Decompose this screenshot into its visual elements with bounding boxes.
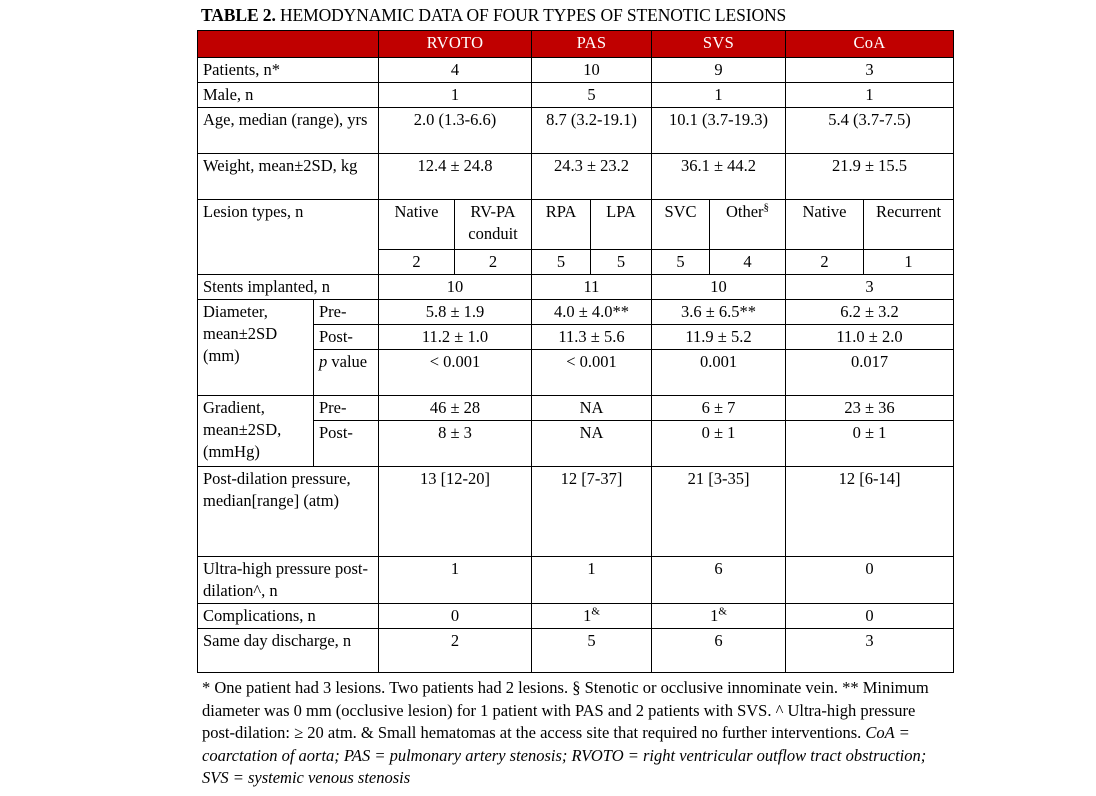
cell-diameter-post-svs: 11.9 ± 5.2 bbox=[652, 325, 786, 350]
cell-stents-pas: 11 bbox=[532, 275, 652, 300]
cell-lesion-svc: 5 bbox=[652, 250, 710, 275]
cell-stents-svs: 10 bbox=[652, 275, 786, 300]
pvalue-word: value bbox=[327, 352, 368, 371]
row-label-gradient: Gradient, mean±2SD, (mmHg) bbox=[198, 396, 314, 467]
cell-sameday-pas: 5 bbox=[532, 629, 652, 673]
cell-pdp-coa: 12 [6-14] bbox=[786, 467, 954, 557]
cell-gradient-pre-pas: NA bbox=[532, 396, 652, 421]
table-footnotes bbox=[197, 673, 952, 790]
row-label-lesion-types: Lesion types, n bbox=[198, 200, 379, 275]
cell-diameter-post-rvoto: 11.2 ± 1.0 bbox=[379, 325, 532, 350]
cell-sameday-rvoto: 2 bbox=[379, 629, 532, 673]
cell-gradient-pre-coa: 23 ± 36 bbox=[786, 396, 954, 421]
cell-lesion-lpa: 5 bbox=[591, 250, 652, 275]
table-row bbox=[198, 557, 954, 604]
cell-gradient-pre-rvoto: 46 ± 28 bbox=[379, 396, 532, 421]
subheader-lesion-native-coa: Native bbox=[786, 200, 864, 250]
subheader-lesion-svc: SVC bbox=[652, 200, 710, 250]
footnote-marker-amp: & bbox=[718, 605, 727, 618]
cell-diameter-pre-svs: 3.6 ± 6.5** bbox=[652, 300, 786, 325]
table-row bbox=[198, 467, 954, 557]
row-label-same-day-discharge: Same day discharge, n bbox=[198, 629, 379, 673]
header-corner-cell bbox=[198, 31, 379, 58]
subheader-lesion-other bbox=[710, 200, 786, 250]
cell-male-svs: 1 bbox=[652, 83, 786, 108]
table-row bbox=[198, 58, 954, 83]
cell-diameter-post-coa: 11.0 ± 2.0 bbox=[786, 325, 954, 350]
cell-diameter-pvalue-svs: 0.001 bbox=[652, 350, 786, 396]
footnote-main-text: * One patient had 3 lesions. Two patients had 2 lesions. § Stenotic or occlusive innominate vein. ** Minimum diameter was 0 mm (occlusive lesion) for 1 patient with PAS and 2 patients with SVS. ^ Ultra-high pressure post-dilation: ≥ 20 atm. & Small hematomas at the access site that required no further interventions. bbox=[202, 678, 929, 742]
cell-diameter-pvalue-pas: < 0.001 bbox=[532, 350, 652, 396]
cell-complications-rvoto bbox=[379, 604, 532, 629]
cell-gradient-post-rvoto: 8 ± 3 bbox=[379, 421, 532, 467]
table-header-row bbox=[198, 31, 954, 58]
row-label-complications: Complications, n bbox=[198, 604, 379, 629]
row-label-weight: Weight, mean±2SD, kg bbox=[198, 154, 379, 200]
sublabel-gradient-post: Post- bbox=[314, 421, 379, 467]
cell-patients-coa: 3 bbox=[786, 58, 954, 83]
cell-lesion-native-rvoto: 2 bbox=[379, 250, 455, 275]
sublabel-diameter-pvalue bbox=[314, 350, 379, 396]
cell-sameday-coa: 3 bbox=[786, 629, 954, 673]
cell-ultrahigh-rvoto: 1 bbox=[379, 557, 532, 604]
cell-diameter-pvalue-coa: 0.017 bbox=[786, 350, 954, 396]
footnote-marker-section: § bbox=[763, 201, 770, 214]
cell-complications-rvoto-value: 0 bbox=[450, 606, 460, 625]
cell-age-coa: 5.4 (3.7-7.5) bbox=[786, 108, 954, 154]
footnote-abbreviations: CoA = coarctation of aorta; PAS = pulmonary artery stenosis; RVOTO = right ventricular outflow tract obstruction; SVS = systemic venous stenosis bbox=[202, 723, 927, 787]
cell-diameter-pre-pas: 4.0 ± 4.0** bbox=[532, 300, 652, 325]
cell-weight-coa: 21.9 ± 15.5 bbox=[786, 154, 954, 200]
subheader-lesion-recurrent: Recurrent bbox=[864, 200, 954, 250]
subheader-lesion-rpa: RPA bbox=[532, 200, 591, 250]
sublabel-gradient-pre: Pre- bbox=[314, 396, 379, 421]
cell-diameter-pre-coa: 6.2 ± 3.2 bbox=[786, 300, 954, 325]
footnote-marker-amp: & bbox=[591, 605, 600, 618]
table-row bbox=[198, 300, 954, 325]
cell-pdp-svs: 21 [3-35] bbox=[652, 467, 786, 557]
cell-weight-pas: 24.3 ± 23.2 bbox=[532, 154, 652, 200]
cell-ultrahigh-pas: 1 bbox=[532, 557, 652, 604]
row-label-age: Age, median (range), yrs bbox=[198, 108, 379, 154]
cell-lesion-other: 4 bbox=[710, 250, 786, 275]
table-row bbox=[198, 108, 954, 154]
column-header-svs: SVS bbox=[652, 31, 786, 58]
cell-male-rvoto: 1 bbox=[379, 83, 532, 108]
cell-gradient-post-coa: 0 ± 1 bbox=[786, 421, 954, 467]
table-number: TABLE 2. bbox=[201, 5, 276, 25]
cell-gradient-post-pas: NA bbox=[532, 421, 652, 467]
row-label-diameter: Diameter, mean±2SD (mm) bbox=[198, 300, 314, 396]
column-header-rvoto: RVOTO bbox=[379, 31, 532, 58]
table-row bbox=[198, 200, 954, 250]
cell-lesion-recurrent: 1 bbox=[864, 250, 954, 275]
cell-weight-rvoto: 12.4 ± 24.8 bbox=[379, 154, 532, 200]
cell-patients-rvoto: 4 bbox=[379, 58, 532, 83]
subheader-lesion-rvpa-conduit: RV-PA conduit bbox=[455, 200, 532, 250]
cell-lesion-native-coa: 2 bbox=[786, 250, 864, 275]
cell-stents-coa: 3 bbox=[786, 275, 954, 300]
table-row bbox=[198, 604, 954, 629]
table-row bbox=[198, 154, 954, 200]
cell-pdp-rvoto: 13 [12-20] bbox=[379, 467, 532, 557]
cell-lesion-rvpa-conduit: 2 bbox=[455, 250, 532, 275]
sublabel-diameter-pre: Pre- bbox=[314, 300, 379, 325]
table-row bbox=[198, 83, 954, 108]
pvalue-italic-p: p bbox=[319, 352, 328, 371]
table-title-text: HEMODYNAMIC DATA OF FOUR TYPES OF STENOTIC LESIONS bbox=[275, 5, 787, 25]
sublabel-diameter-post: Post- bbox=[314, 325, 379, 350]
cell-sameday-svs: 6 bbox=[652, 629, 786, 673]
cell-lesion-rpa: 5 bbox=[532, 250, 591, 275]
cell-gradient-pre-svs: 6 ± 7 bbox=[652, 396, 786, 421]
column-header-coa: CoA bbox=[786, 31, 954, 58]
cell-age-svs: 10.1 (3.7-19.3) bbox=[652, 108, 786, 154]
cell-complications-pas-value: 1 bbox=[583, 606, 592, 625]
cell-complications-svs bbox=[652, 604, 786, 629]
cell-pdp-pas: 12 [7-37] bbox=[532, 467, 652, 557]
cell-age-rvoto: 2.0 (1.3-6.6) bbox=[379, 108, 532, 154]
page-title bbox=[197, 0, 954, 30]
subheader-lesion-lpa: LPA bbox=[591, 200, 652, 250]
cell-weight-svs: 36.1 ± 44.2 bbox=[652, 154, 786, 200]
cell-gradient-post-svs: 0 ± 1 bbox=[652, 421, 786, 467]
row-label-male: Male, n bbox=[198, 83, 379, 108]
cell-ultrahigh-coa: 0 bbox=[786, 557, 954, 604]
cell-patients-pas: 10 bbox=[532, 58, 652, 83]
cell-complications-pas bbox=[532, 604, 652, 629]
row-label-patients: Patients, n* bbox=[198, 58, 379, 83]
cell-male-coa: 1 bbox=[786, 83, 954, 108]
cell-stents-rvoto: 10 bbox=[379, 275, 532, 300]
table-row bbox=[198, 275, 954, 300]
table-container bbox=[197, 0, 954, 790]
cell-age-pas: 8.7 (3.2-19.1) bbox=[532, 108, 652, 154]
row-label-post-dilation-pressure: Post-dilation pressure, median[range] (atm) bbox=[198, 467, 379, 557]
cell-diameter-pvalue-rvoto: < 0.001 bbox=[379, 350, 532, 396]
row-label-stents: Stents implanted, n bbox=[198, 275, 379, 300]
cell-ultrahigh-svs: 6 bbox=[652, 557, 786, 604]
subheader-lesion-other-text: Other bbox=[725, 202, 764, 221]
cell-complications-coa bbox=[786, 604, 954, 629]
hemodynamic-data-table bbox=[197, 30, 954, 673]
cell-complications-coa-value: 0 bbox=[865, 606, 874, 625]
cell-diameter-post-pas: 11.3 ± 5.6 bbox=[532, 325, 652, 350]
cell-male-pas: 5 bbox=[532, 83, 652, 108]
subheader-lesion-native-rvoto: Native bbox=[379, 200, 455, 250]
cell-complications-svs-value: 1 bbox=[710, 606, 719, 625]
cell-patients-svs: 9 bbox=[652, 58, 786, 83]
table-row bbox=[198, 396, 954, 421]
table-row bbox=[198, 629, 954, 673]
cell-diameter-pre-rvoto: 5.8 ± 1.9 bbox=[379, 300, 532, 325]
column-header-pas: PAS bbox=[532, 31, 652, 58]
row-label-ultra-high-pressure: Ultra-high pressure post-dilation^, n bbox=[198, 557, 379, 604]
